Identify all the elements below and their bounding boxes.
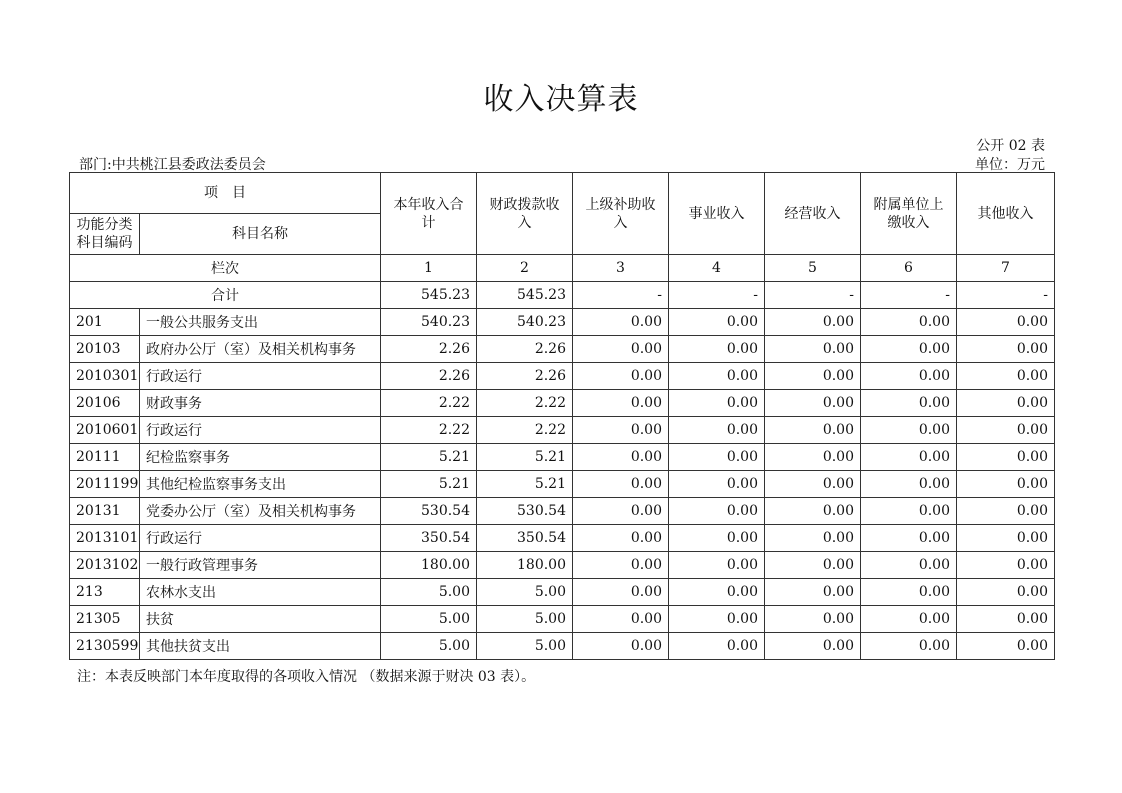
amount-cell: 5.21: [381, 444, 477, 471]
amount-cell: 2.26: [381, 363, 477, 390]
amount-cell: 0.00: [765, 390, 861, 417]
amount-cell: 0.00: [573, 579, 669, 606]
amount-cell: 0.00: [573, 552, 669, 579]
amount-cell: 0.00: [861, 552, 957, 579]
amount-cell: 0.00: [765, 498, 861, 525]
column-index-row: [70, 255, 1055, 282]
subject-name: 一般公共服务支出: [140, 309, 381, 336]
amount-cell: 5.00: [381, 579, 477, 606]
amount-cell: 0.00: [957, 417, 1055, 444]
table-row: [70, 390, 1055, 417]
table-row: [70, 444, 1055, 471]
amount-cell: 0.00: [573, 444, 669, 471]
amount-cell: 540.23: [381, 309, 477, 336]
amount-cell: 5.21: [477, 471, 573, 498]
table-row: [70, 525, 1055, 552]
header-subject-name: 科目名称: [140, 214, 381, 255]
amount-cell: 0.00: [861, 363, 957, 390]
amount-cell: 0.00: [861, 336, 957, 363]
amount-cell: 0.00: [765, 606, 861, 633]
total-label: 合计: [70, 282, 381, 309]
total-value: 545.23: [381, 282, 477, 309]
header-col-business-income: 事业收入: [669, 173, 765, 255]
header-func-code: 功能分类科目编码: [70, 214, 140, 255]
total-value: -: [765, 282, 861, 309]
subject-name: 一般行政管理事务: [140, 552, 381, 579]
subject-name: 行政运行: [140, 525, 381, 552]
subject-name: 扶贫: [140, 606, 381, 633]
amount-cell: 0.00: [765, 336, 861, 363]
amount-cell: 5.00: [477, 579, 573, 606]
header-col-superior-subsidy: 上级补助收入: [573, 173, 669, 255]
amount-cell: 0.00: [957, 444, 1055, 471]
table-row: [70, 633, 1055, 660]
amount-cell: 0.00: [765, 309, 861, 336]
amount-cell: 0.00: [765, 633, 861, 660]
subject-code: 20106: [70, 390, 140, 417]
amount-cell: 0.00: [765, 471, 861, 498]
column-index-6: 6: [861, 255, 957, 282]
amount-cell: 0.00: [669, 417, 765, 444]
subject-code: 201: [70, 309, 140, 336]
header-col-operating-income: 经营收入: [765, 173, 861, 255]
amount-cell: 0.00: [861, 390, 957, 417]
amount-cell: 0.00: [573, 471, 669, 498]
amount-cell: 0.00: [573, 633, 669, 660]
amount-cell: 0.00: [861, 309, 957, 336]
amount-cell: 0.00: [669, 579, 765, 606]
amount-cell: 0.00: [861, 471, 957, 498]
amount-cell: 350.54: [477, 525, 573, 552]
column-index-7: 7: [957, 255, 1055, 282]
subject-code: 2013101: [70, 525, 140, 552]
amount-cell: 5.00: [477, 633, 573, 660]
amount-cell: 0.00: [957, 633, 1055, 660]
amount-cell: 0.00: [957, 525, 1055, 552]
header-col-total-income: 本年收入合计: [381, 173, 477, 255]
amount-cell: 0.00: [957, 336, 1055, 363]
column-index-1: 1: [381, 255, 477, 282]
total-row: [70, 282, 1055, 309]
amount-cell: 5.21: [477, 444, 573, 471]
amount-cell: 0.00: [861, 633, 957, 660]
income-final-accounts-table: [69, 172, 1055, 660]
amount-cell: 0.00: [765, 444, 861, 471]
table-row: [70, 471, 1055, 498]
header-item-group: 项 目: [70, 173, 381, 214]
subject-name: 财政事务: [140, 390, 381, 417]
amount-cell: 0.00: [573, 390, 669, 417]
subject-name: 其他扶贫支出: [140, 633, 381, 660]
column-index-4: 4: [669, 255, 765, 282]
total-value: -: [669, 282, 765, 309]
amount-cell: 0.00: [957, 552, 1055, 579]
amount-cell: 0.00: [765, 579, 861, 606]
table-row: [70, 579, 1055, 606]
column-index-2: 2: [477, 255, 573, 282]
subject-code: 20111: [70, 444, 140, 471]
amount-cell: 180.00: [381, 552, 477, 579]
subject-code: 2130599: [70, 633, 140, 660]
amount-cell: 0.00: [957, 390, 1055, 417]
amount-cell: 540.23: [477, 309, 573, 336]
amount-cell: 5.00: [381, 633, 477, 660]
table-row: [70, 309, 1055, 336]
amount-cell: 0.00: [861, 525, 957, 552]
amount-cell: 0.00: [669, 606, 765, 633]
amount-cell: 0.00: [861, 498, 957, 525]
amount-cell: 180.00: [477, 552, 573, 579]
table-row: [70, 363, 1055, 390]
table-row: [70, 552, 1055, 579]
amount-cell: 530.54: [381, 498, 477, 525]
table-row: [70, 336, 1055, 363]
amount-cell: 0.00: [669, 471, 765, 498]
amount-cell: 0.00: [861, 579, 957, 606]
amount-cell: 0.00: [573, 309, 669, 336]
table-row: [70, 417, 1055, 444]
subject-name: 行政运行: [140, 417, 381, 444]
subject-code: 20131: [70, 498, 140, 525]
amount-cell: 2.26: [477, 363, 573, 390]
amount-cell: 2.22: [381, 390, 477, 417]
amount-cell: 0.00: [573, 525, 669, 552]
amount-cell: 0.00: [573, 363, 669, 390]
amount-cell: 5.00: [381, 606, 477, 633]
amount-cell: 0.00: [957, 579, 1055, 606]
amount-cell: 0.00: [765, 552, 861, 579]
amount-cell: 530.54: [477, 498, 573, 525]
amount-cell: 0.00: [861, 606, 957, 633]
header-col-fiscal-allocation: 财政拨款收入: [477, 173, 573, 255]
amount-cell: 5.00: [477, 606, 573, 633]
header-col-affiliate-income: 附属单位上缴收入: [861, 173, 957, 255]
amount-cell: 0.00: [669, 552, 765, 579]
amount-cell: 0.00: [957, 606, 1055, 633]
amount-cell: 0.00: [765, 417, 861, 444]
amount-cell: 0.00: [765, 363, 861, 390]
total-value: 545.23: [477, 282, 573, 309]
table-row: [70, 606, 1055, 633]
subject-name: 政府办公厅（室）及相关机构事务: [140, 336, 381, 363]
amount-cell: 0.00: [861, 417, 957, 444]
amount-cell: 0.00: [957, 363, 1055, 390]
total-value: -: [861, 282, 957, 309]
amount-cell: 0.00: [669, 336, 765, 363]
page-title: 收入决算表: [483, 82, 639, 117]
subject-name: 行政运行: [140, 363, 381, 390]
column-index-label: 栏次: [70, 255, 381, 282]
amount-cell: 0.00: [573, 336, 669, 363]
amount-cell: 0.00: [957, 498, 1055, 525]
amount-cell: 0.00: [669, 390, 765, 417]
amount-cell: 0.00: [573, 498, 669, 525]
amount-cell: 0.00: [861, 444, 957, 471]
amount-cell: 0.00: [669, 498, 765, 525]
unit-label: 单位：万元: [975, 157, 1045, 173]
form-number: 公开 02 表: [976, 138, 1045, 154]
subject-code: 2010301: [70, 363, 140, 390]
subject-code: 213: [70, 579, 140, 606]
amount-cell: 0.00: [669, 444, 765, 471]
amount-cell: 2.22: [477, 390, 573, 417]
subject-code: 2013102: [70, 552, 140, 579]
table-row: [70, 498, 1055, 525]
subject-name: 农林水支出: [140, 579, 381, 606]
column-index-5: 5: [765, 255, 861, 282]
amount-cell: 2.26: [381, 336, 477, 363]
subject-code: 21305: [70, 606, 140, 633]
amount-cell: 2.22: [381, 417, 477, 444]
department-label: 部门:中共桃江县委政法委员会: [79, 157, 266, 173]
footnote: 注：本表反映部门本年度取得的各项收入情况 （数据来源于财决 03 表）。: [77, 669, 536, 685]
header-col-other-income: 其他收入: [957, 173, 1055, 255]
subject-name: 其他纪检监察事务支出: [140, 471, 381, 498]
amount-cell: 0.00: [573, 606, 669, 633]
subject-code: 20103: [70, 336, 140, 363]
amount-cell: 350.54: [381, 525, 477, 552]
amount-cell: 0.00: [957, 309, 1055, 336]
amount-cell: 5.21: [381, 471, 477, 498]
subject-name: 纪检监察事务: [140, 444, 381, 471]
amount-cell: 0.00: [957, 471, 1055, 498]
subject-name: 党委办公厅（室）及相关机构事务: [140, 498, 381, 525]
amount-cell: 0.00: [669, 633, 765, 660]
amount-cell: 0.00: [765, 525, 861, 552]
subject-code: 2010601: [70, 417, 140, 444]
total-value: -: [957, 282, 1055, 309]
subject-code: 2011199: [70, 471, 140, 498]
total-value: -: [573, 282, 669, 309]
amount-cell: 0.00: [669, 363, 765, 390]
amount-cell: 0.00: [669, 525, 765, 552]
amount-cell: 0.00: [669, 309, 765, 336]
amount-cell: 2.26: [477, 336, 573, 363]
amount-cell: 2.22: [477, 417, 573, 444]
amount-cell: 0.00: [573, 417, 669, 444]
column-index-3: 3: [573, 255, 669, 282]
